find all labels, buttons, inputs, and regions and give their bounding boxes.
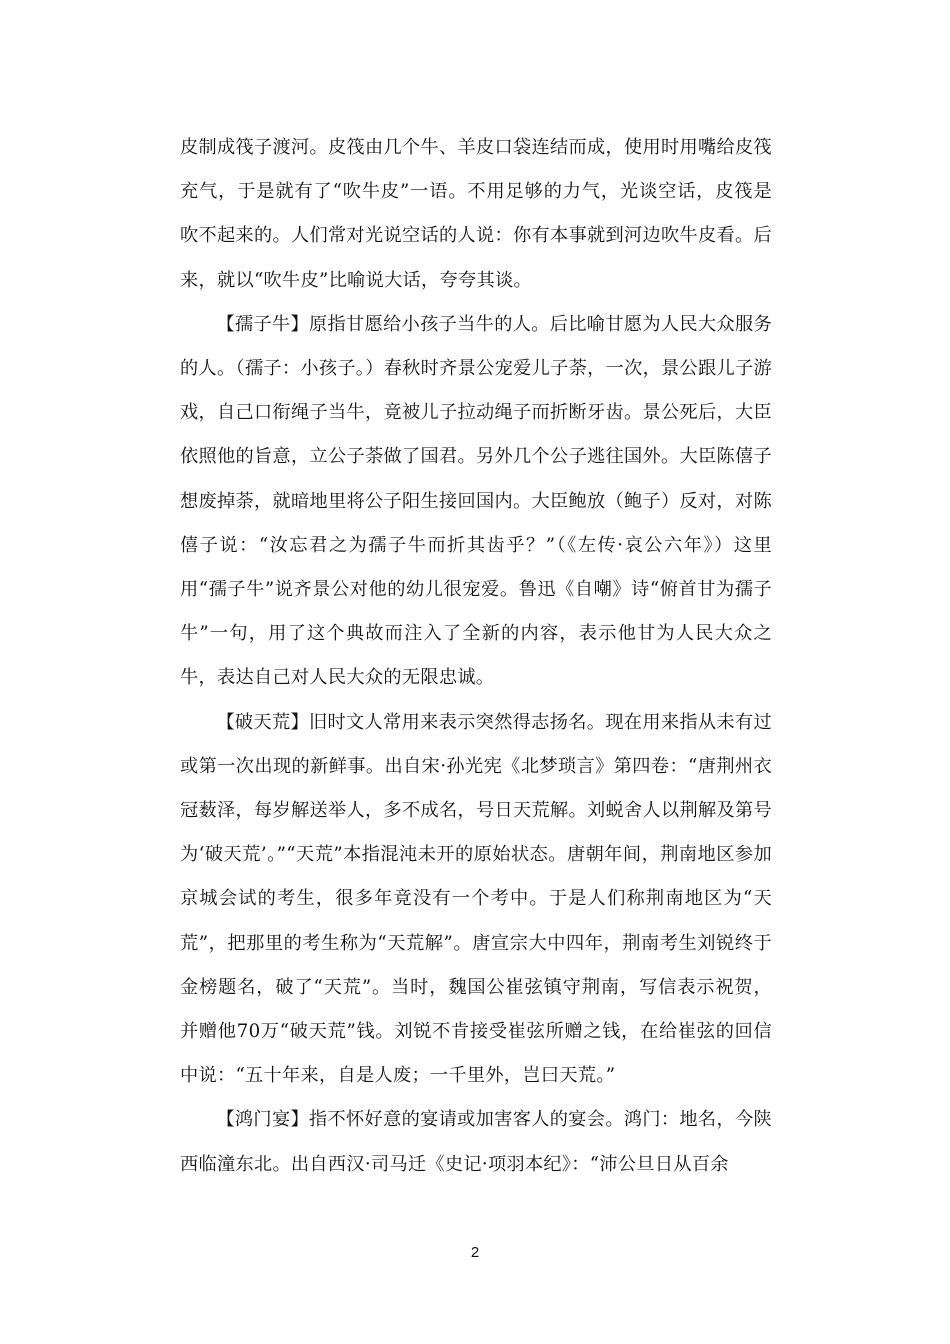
document-body <box>180 126 772 1187</box>
paragraph-chuiniupi: 皮制成筏子渡河。皮筏由几个牛、羊皮口袋连结而成，使用时用嘴给皮筏充气，于是就有了“吹牛皮”一语。不用足够的力气，光谈空话，皮筏是吹不起来的。人们常对光说空话的人说：你有本事就到河边吹牛皮看。后来，就以“吹牛皮”比喻说大话，夸夸其谈。 <box>180 137 772 291</box>
paragraph-ruziniu: 【孺子牛】原指甘愿给小孩子当牛的人。后比喻甘愿为人民大众服务的人。（孺子：小孩子。）春秋时齐景公宠爱儿子荼，一次，景公跟儿子游戏，自己口衔绳子当牛，竟被儿子拉动绳子而折断牙齿。景公死后，大臣依照他的旨意，立公子荼做了国君。另外几个公子逃往国外。大臣陈僖子想废掉荼，就暗地里将公子阳生接回国内。大臣鲍放（鲍子）反对，对陈僖子说：“汝忘君之为孺子牛而折其齿乎？”（《左传·哀公六年》）这里用“孺子牛”说齐景公对他的幼儿很宠爱。鲁迅《自嘲》诗“俯首甘为孺子牛”一句，用了这个典故而注入了全新的内容，表示他甘为人民大众之牛，表达自己对人民大众的无限忠诚。 <box>180 313 772 689</box>
paragraph-potianhuang: 【破天荒】旧时文人常用来表示突然得志扬名。现在用来指从未有过或第一次出现的新鲜事。出自宋·孙光宪《北梦琐言》第四卷：“唐荆州衣冠薮泽，每岁解送举人，多不成名，号日天荒解。刘蜕舍人以荆解及第号为‘破天荒’。”“天荒”本指混沌未开的原始状态。唐朝年间，荆南地区参加京城会试的考生，很多年竟没有一个考中。于是人们称荆南地区为“天荒”，把那里的考生称为“天荒解”。唐宣宗大中四年，荆南考生刘锐终于金榜题名，破了“天荒”。当时，魏国公崔弦镇守荆南，写信表示祝贺，并赠他70万“破天荒”钱。刘锐不肯接受崔弦所赠之钱，在给崔弦的回信中说：“五十年来，自是人废；一千里外，岂曰天荒。” <box>180 711 772 1087</box>
paragraph-hongmenyan: 【鸿门宴】指不怀好意的宴请或加害客人的宴会。鸿门：地名，今陕西临潼东北。出自西汉·司马迁《史记·项羽本纪》：“沛公旦日从百余 <box>180 1109 772 1175</box>
page-number: 2 <box>470 1244 480 1261</box>
